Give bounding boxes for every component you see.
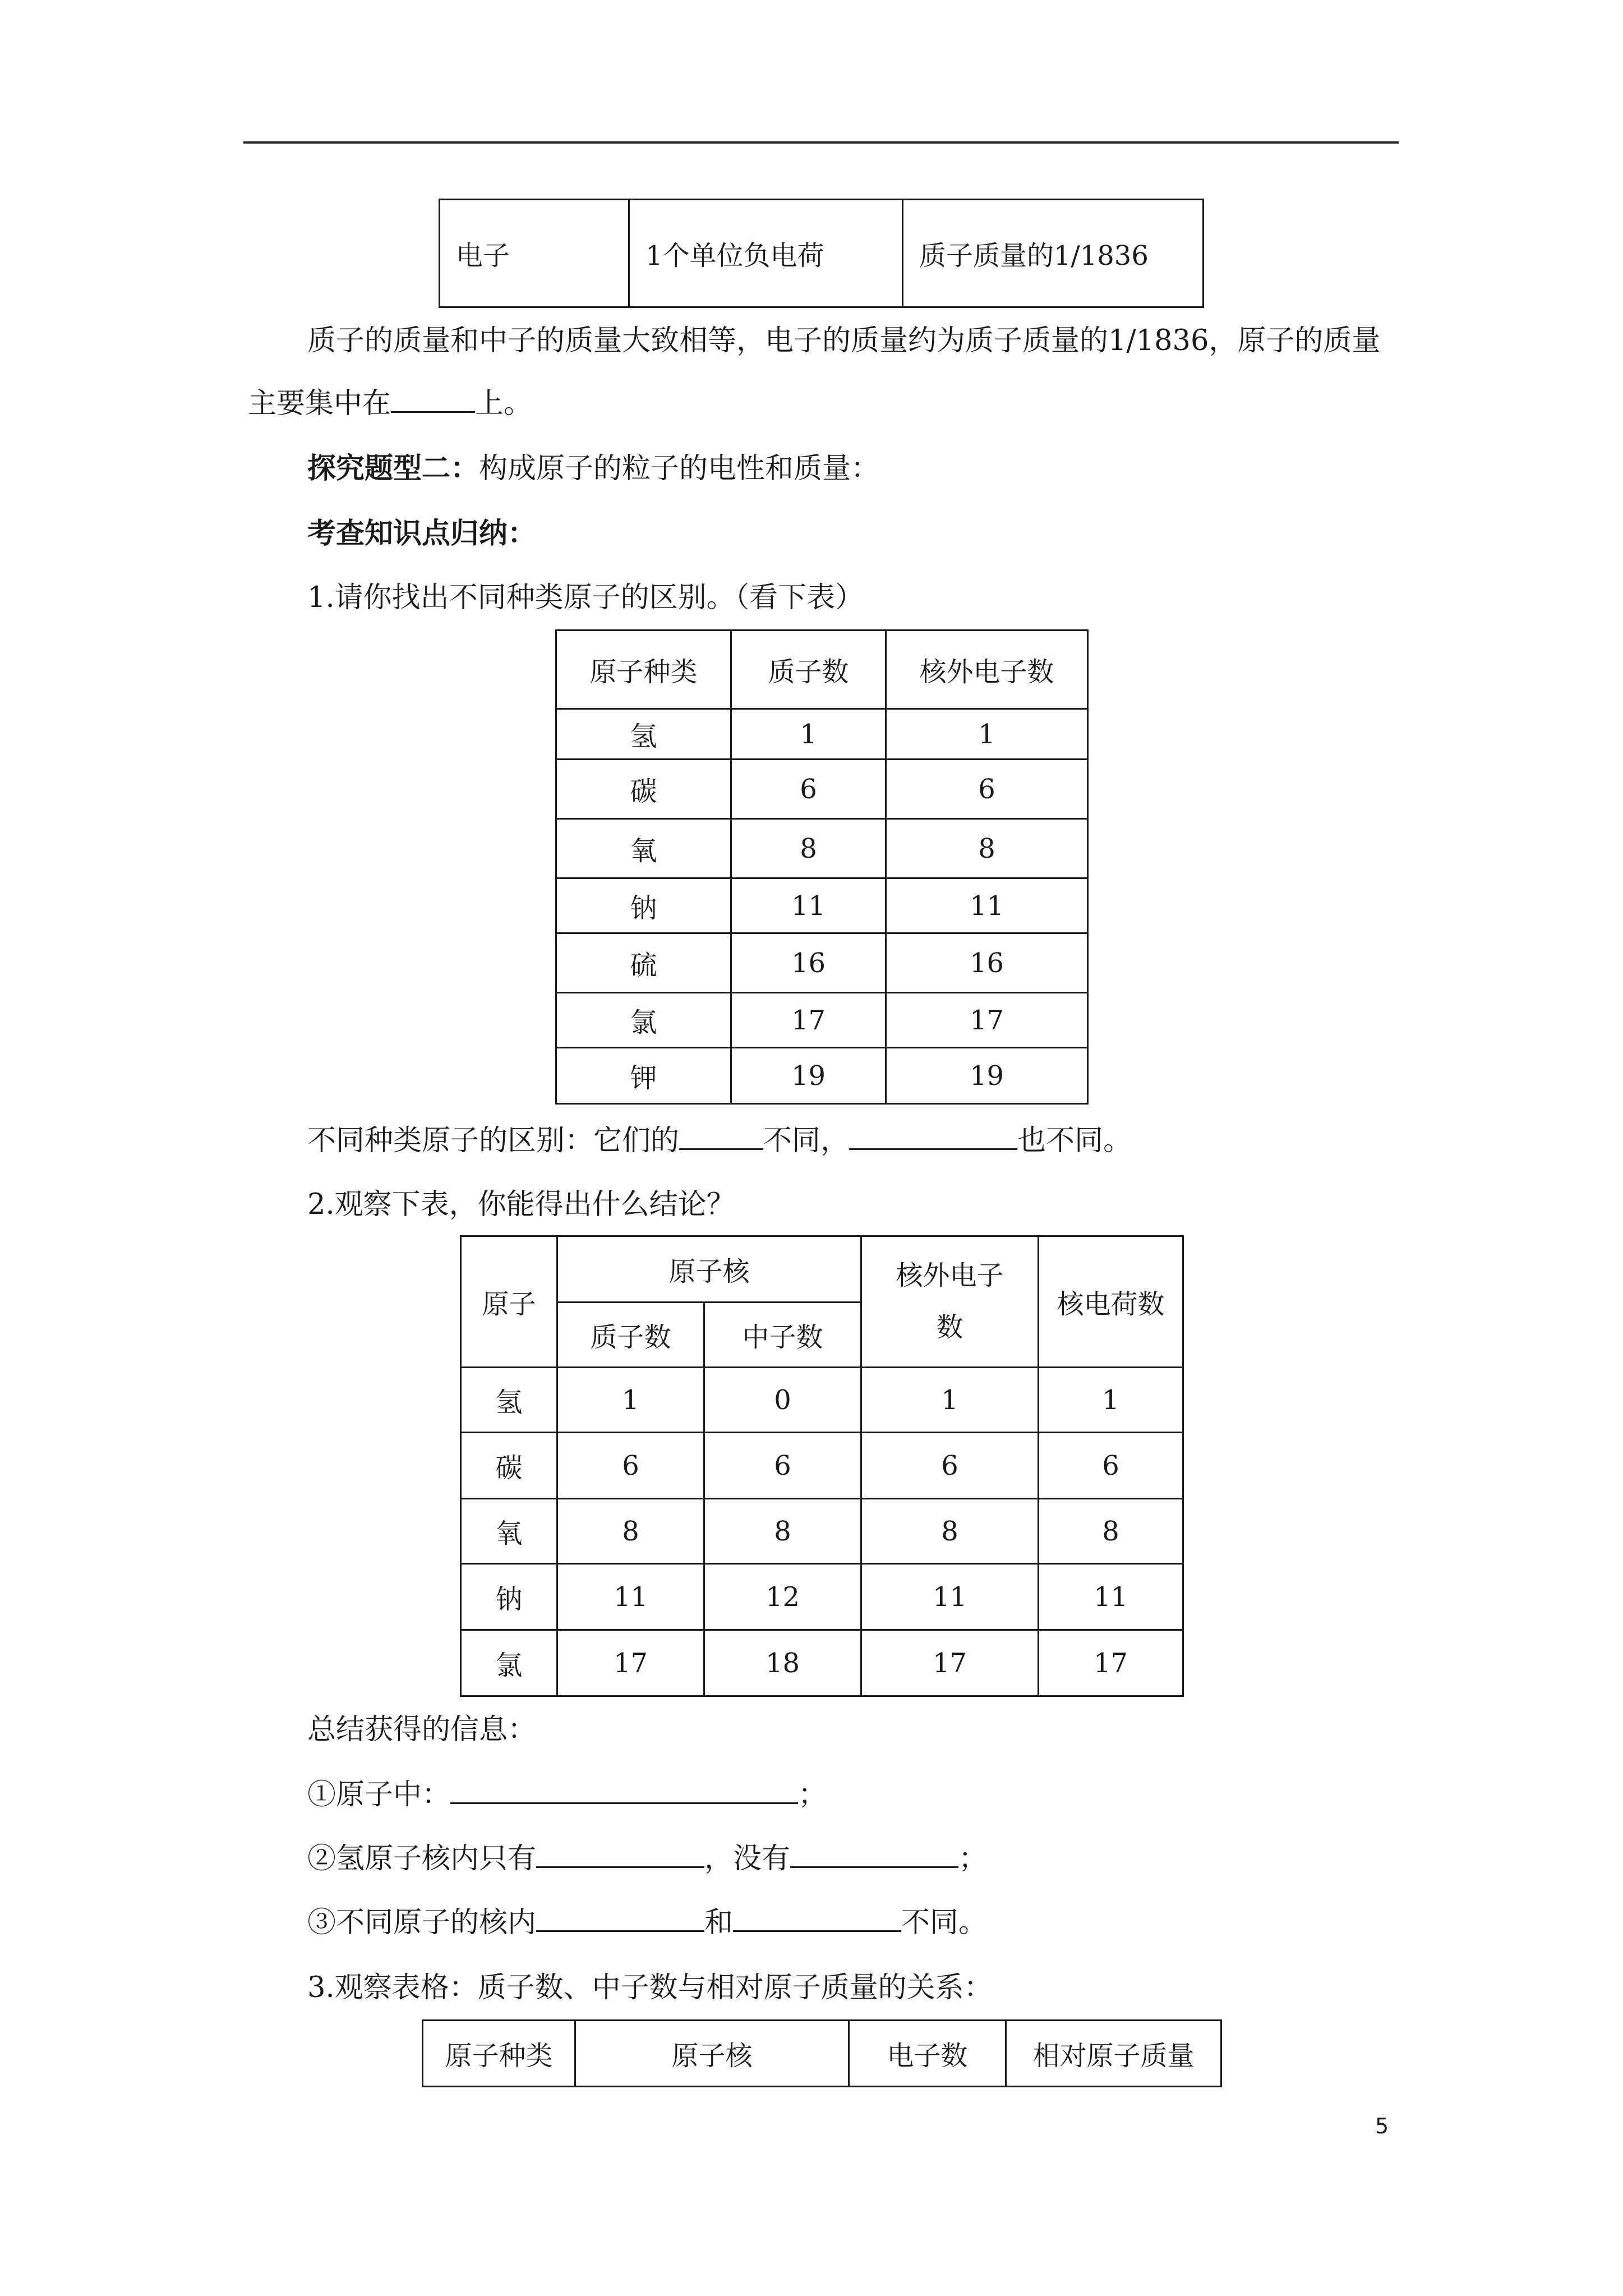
table-cell: 1个单位负电荷 [629,200,903,307]
text-segment: 不同。 [901,1906,988,1939]
section-text: 构成原子的粒子的电性和质量： [479,452,880,485]
q1-conclusion [307,1126,1132,1155]
table-cell: 电子 [440,200,629,307]
fill-blank[interactable] [536,1862,704,1868]
text-segment: ③不同原子的核内 [307,1906,537,1939]
table-row [556,760,1088,819]
summary-item-2 [307,1844,987,1873]
table-cell: 11 [731,878,886,933]
table-cell: 12 [704,1564,861,1630]
table-cell: 6 [886,760,1088,819]
table-cell: 19 [731,1048,886,1104]
table-cell: 17 [861,1630,1039,1696]
summary-title: 总结获得的信息： [307,1713,537,1746]
column-header: 质子数 [557,1303,704,1368]
table-cell: 16 [886,933,1088,993]
column-header: 原子核 [557,1236,861,1303]
relative-mass-table [422,2019,1222,2087]
table-cell: 8 [704,1499,861,1564]
fill-blank[interactable] [679,1144,763,1150]
column-header: 原子种类 [423,2021,575,2087]
column-header: 原子种类 [556,631,731,709]
table-cell: 6 [557,1433,704,1499]
table-cell: 硫 [556,933,731,993]
text-segment: 不同种类原子的区别：它们的 [307,1124,680,1157]
column-header: 质子数 [731,631,886,709]
text-segment: ； [798,1778,827,1811]
section-heading [307,454,879,483]
nucleus-table [460,1235,1184,1697]
text-segment: ； [958,1842,988,1875]
paragraph-line [248,389,532,418]
text-segment: 也不同。 [1017,1124,1132,1157]
text-segment: ①原子中： [307,1778,451,1811]
fill-blank[interactable] [536,1926,704,1932]
table-cell: 6 [731,760,886,819]
table-cell: 6 [1039,1433,1183,1499]
column-header: 中子数 [704,1303,861,1368]
page-number: 5 [1375,2114,1389,2138]
column-header: 原子 [461,1236,557,1368]
table-cell: 8 [886,819,1088,878]
table-cell: 氯 [556,993,731,1048]
header-rule [243,141,1399,144]
table-cell: 18 [704,1630,861,1696]
table-cell: 钠 [461,1564,557,1630]
question-3: 3.观察表格：质子数、中子数与相对原子质量的关系： [307,1971,993,2004]
table-row [556,878,1088,933]
section-title: 探究题型二： [307,452,479,485]
particle-table-continued [439,199,1204,308]
table-header-row [423,2021,1221,2087]
table-row [461,1499,1183,1564]
table-cell: 17 [886,993,1088,1048]
text-segment: ，没有 [704,1842,791,1875]
column-header: 核外电子数 [861,1236,1039,1368]
table-cell: 6 [704,1433,861,1499]
table-cell: 8 [731,819,886,878]
table-cell: 碳 [556,760,731,819]
table-cell: 1 [886,709,1088,760]
table-cell: 11 [861,1564,1039,1630]
table-cell: 1 [1039,1368,1183,1433]
text-segment: 不同， [763,1124,850,1157]
table-row [440,200,1204,307]
question-2: 2.观察下表，你能得出什么结论？ [307,1188,735,1221]
table-row [461,1433,1183,1499]
fill-blank[interactable] [450,1798,798,1804]
table-row [556,933,1088,993]
table-row [556,819,1088,878]
knowledge-heading: 考查知识点归纳： [307,517,537,550]
paragraph-line: 质子的质量和中子的质量大致相等，电子的质量约为质子质量的1/1836，原子的质量 [307,324,1381,357]
table-cell: 17 [731,993,886,1048]
table-cell: 17 [1039,1630,1183,1696]
table-cell: 质子质量的1/1836 [903,200,1204,307]
table-row [461,1368,1183,1433]
table-cell: 11 [886,878,1088,933]
table-cell: 碳 [461,1433,557,1499]
table-row [461,1630,1183,1696]
table-row [556,1048,1088,1104]
column-header: 核外电子数 [886,631,1088,709]
table-cell: 1 [861,1368,1039,1433]
table-header-row [556,631,1088,709]
table-cell: 0 [704,1368,861,1433]
table-header-row [461,1236,1183,1303]
table-cell: 氧 [461,1499,557,1564]
summary-item-1 [307,1780,827,1809]
table-cell: 氧 [556,819,731,878]
table-cell: 钠 [556,878,731,933]
question-1: 1.请你找出不同种类原子的区别。（看下表） [307,581,864,614]
table-cell: 8 [557,1499,704,1564]
table-cell: 17 [557,1630,704,1696]
summary-item-3 [307,1908,987,1937]
atom-comparison-table [555,629,1089,1105]
fill-blank[interactable] [849,1144,1017,1150]
table-row [556,709,1088,760]
table-cell: 8 [1039,1499,1183,1564]
column-header: 核电荷数 [1039,1236,1183,1368]
text-segment: 主要集中在 [248,387,391,420]
column-header: 原子核 [575,2021,849,2087]
table-cell: 6 [861,1433,1039,1499]
text-segment: ②氢原子核内只有 [307,1842,537,1875]
fill-blank[interactable] [733,1926,901,1932]
table-cell: 1 [731,709,886,760]
table-cell: 氯 [461,1630,557,1696]
table-cell: 8 [861,1499,1039,1564]
column-header: 相对原子质量 [1006,2021,1221,2087]
table-cell: 氢 [556,709,731,760]
table-cell: 1 [557,1368,704,1433]
table-cell: 11 [1039,1564,1183,1630]
text-segment: 和 [704,1906,734,1939]
table-cell: 钾 [556,1048,731,1104]
fill-blank[interactable] [790,1862,958,1868]
text-segment: 上。 [475,387,533,420]
table-cell: 16 [731,933,886,993]
table-cell: 氢 [461,1368,557,1433]
table-row [461,1564,1183,1630]
column-header: 电子数 [849,2021,1006,2087]
table-cell: 11 [557,1564,704,1630]
fill-blank[interactable] [391,407,475,413]
table-row [556,993,1088,1048]
table-cell: 19 [886,1048,1088,1104]
